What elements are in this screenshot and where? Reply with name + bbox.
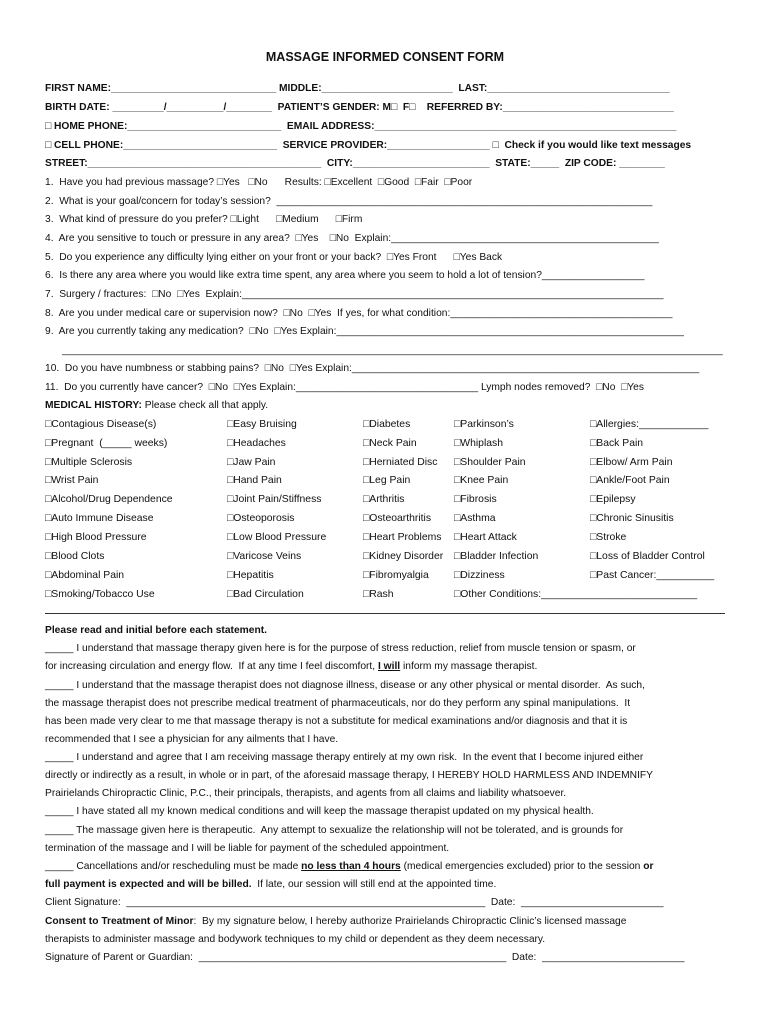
question-1[interactable]: 1. Have you had previous massage? □Yes □No Results: □Excellent □Good □Fair □Poor [45, 177, 473, 188]
condition-checkbox[interactable]: □Arthritis [363, 494, 405, 505]
condition-checkbox[interactable]: □Fibromyalgia [363, 570, 429, 581]
condition-checkbox[interactable]: □Heart Attack [454, 532, 517, 543]
consent-statement-2[interactable]: _____ I understand that the massage therapist does not diagnose illness, disease or any other physical or mental disorder. As such, [45, 680, 645, 691]
condition-checkbox[interactable]: □Parkinson’s [454, 419, 514, 430]
condition-checkbox[interactable]: □Abdominal Pain [45, 570, 125, 581]
condition-checkbox[interactable]: □Auto Immune Disease [45, 513, 154, 524]
condition-checkbox[interactable]: □Fibrosis [454, 494, 497, 505]
condition-checkbox[interactable]: □Epilepsy [590, 494, 636, 505]
condition-checkbox[interactable]: □High Blood Pressure [45, 532, 147, 543]
condition-checkbox[interactable]: □Bad Circulation [227, 589, 304, 600]
condition-checkbox[interactable]: □Kidney Disorder [363, 551, 444, 562]
condition-checkbox[interactable]: □Herniated Disc [363, 457, 438, 468]
consent-text: _____ Cancellations and/or rescheduling must be made [45, 861, 302, 872]
section-divider [45, 613, 725, 614]
medical-history-instruction: Please check all that apply. [141, 400, 269, 411]
condition-checkbox[interactable]: □Other Conditions:___________________________ [454, 589, 698, 600]
question-8[interactable]: 8. Are you under medical care or supervision now? □No □Yes If yes, for what condition:_______________________________________ [45, 308, 673, 319]
emphasis-text: full payment is expected and will be billed. [45, 879, 252, 890]
consent-statement-2-cont: the massage therapist does not prescribe medical treatment of pharmaceuticals, nor do they perform any spinal manipulations. It [45, 698, 631, 709]
condition-checkbox[interactable]: □Rash [363, 589, 394, 600]
condition-checkbox[interactable]: □Multiple Sclerosis [45, 457, 133, 468]
minor-consent-heading: Consent to Treatment of Minor [45, 916, 194, 927]
question-2[interactable]: 2. What is your goal/concern for today’s session? __________________________________________________________________ [45, 196, 653, 207]
condition-checkbox[interactable]: □Joint Pain/Stiffness [227, 494, 322, 505]
consent-statement-5-cont: termination of the massage and I will be liable for payment of the scheduled appointment. [45, 843, 450, 854]
condition-checkbox[interactable]: □Blood Clots [45, 551, 105, 562]
consent-statement-3-cont: directly or indirectly as a result, in whole or in part, of the aforesaid massage therapy, I HEREBY HOLD HARMLESS AND INDEMNIFY [45, 770, 654, 781]
minor-consent-text: : By my signature below, I hereby authorize Prairielands Chiropractic Clinic’s licensed massage [193, 916, 627, 927]
consent-statement-3-cont: Prairielands Chiropractic Clinic, P.C., their principals, therapists, and agents from all claims and liability whatsoever. [45, 788, 567, 799]
condition-checkbox[interactable]: □Headaches [227, 438, 286, 449]
consent-statement-5[interactable]: _____ The massage given here is therapeutic. Any attempt to sexualize the relationship will not be tolerated, and is grounds for [45, 825, 624, 836]
condition-checkbox[interactable]: □Allergies:____________ [590, 419, 709, 430]
consent-statement-4[interactable]: _____ I have stated all my known medical conditions and will keep the massage therapist updated on my physical health. [45, 806, 594, 817]
question-3[interactable]: 3. What kind of pressure do you prefer? □Light □Medium □Firm [45, 214, 363, 225]
consent-statement-3[interactable]: _____ I understand and agree that I am receiving massage therapy entirely at my own risk. In the event that I become injured either [45, 752, 644, 763]
condition-checkbox[interactable]: □Chronic Sinusitis [590, 513, 674, 524]
condition-checkbox[interactable]: □Jaw Pain [227, 457, 276, 468]
condition-checkbox[interactable]: □Neck Pain [363, 438, 417, 449]
consent-statement-1-cont [45, 661, 725, 673]
condition-checkbox[interactable]: □Shoulder Pain [454, 457, 526, 468]
condition-checkbox[interactable]: □Hepatitis [227, 570, 274, 581]
condition-checkbox[interactable]: □Heart Problems [363, 532, 442, 543]
emphasis-text: or [643, 861, 654, 872]
condition-checkbox[interactable]: □Pregnant (_____ weeks) [45, 438, 168, 449]
birthdate-gender-line[interactable]: BIRTH DATE: _________/__________/________ PATIENT’S GENDER: M□ F□ REFERRED BY:______________________________ [45, 102, 674, 113]
consent-text: for increasing circulation and energy flow. If at any time I feel discomfort, [45, 661, 378, 672]
condition-checkbox[interactable]: □Low Blood Pressure [227, 532, 327, 543]
medical-history-heading: MEDICAL HISTORY: [45, 400, 142, 411]
condition-checkbox[interactable]: □Stroke [590, 532, 627, 543]
question-9[interactable]: 9. Are you currently taking any medication? □No □Yes Explain:_____________________________________________________________ [45, 326, 684, 337]
condition-checkbox[interactable]: □Hand Pain [227, 475, 282, 486]
condition-checkbox[interactable]: □Loss of Bladder Control [590, 551, 705, 562]
condition-checkbox[interactable]: □Knee Pain [454, 475, 509, 486]
consent-statement-2-cont: recommended that I see a physician for any ailments that I have. [45, 734, 339, 745]
condition-checkbox[interactable]: □Asthma [454, 513, 496, 524]
condition-checkbox[interactable]: □Contagious Disease(s) [45, 419, 157, 430]
condition-checkbox[interactable]: □Leg Pain [363, 475, 411, 486]
question-4[interactable]: 4. Are you sensitive to touch or pressure in any area? □Yes □No Explain:_______________________________________________ [45, 233, 659, 244]
question-5[interactable]: 5. Do you experience any difficulty lying either on your front or your back? □Yes Front □Yes Back [45, 252, 503, 263]
condition-checkbox[interactable]: □Wrist Pain [45, 475, 99, 486]
condition-checkbox[interactable]: □Past Cancer:__________ [590, 570, 715, 581]
condition-checkbox[interactable]: □Whiplash [454, 438, 504, 449]
condition-checkbox[interactable]: □Easy Bruising [227, 419, 297, 430]
question-10[interactable]: 10. Do you have numbness or stabbing pains? □No □Yes Explain:_____________________________________________________________ [45, 363, 700, 374]
consent-text: If late, our session will still end at the appointed time. [251, 879, 497, 890]
name-fields-line[interactable]: FIRST NAME:_____________________________ MIDDLE:_______________________ LAST:________________________________ [45, 83, 670, 94]
condition-checkbox[interactable]: □Alcohol/Drug Dependence [45, 494, 173, 505]
consent-statement-2-cont: has been made very clear to me that massage therapy is not a substitute for medical examinations and/or diagnosis and that it is [45, 716, 628, 727]
consent-text: (medical emergencies excluded) prior to the session [400, 861, 644, 872]
consent-text: inform my massage therapist. [400, 661, 538, 672]
condition-checkbox[interactable]: □Smoking/Tobacco Use [45, 589, 155, 600]
consent-statement-1[interactable]: _____ I understand that massage therapy given here is for the purpose of stress reduction, relief from muscle tension or spasm, or [45, 643, 636, 654]
guardian-signature-line[interactable]: Signature of Parent or Guardian: ______________________________________________________ Date: _________________________ [45, 952, 685, 963]
condition-checkbox[interactable]: □Bladder Infection [454, 551, 539, 562]
cell-phone-provider-line[interactable]: □ CELL PHONE:___________________________ SERVICE PROVIDER:__________________ □ Check if you would like text messages [45, 140, 692, 151]
emphasis-text: I will [377, 661, 401, 672]
medical-history-header [45, 400, 725, 412]
condition-checkbox[interactable]: □Ankle/Foot Pain [590, 475, 670, 486]
question-11[interactable]: 11. Do you currently have cancer? □No □Yes Explain:________________________________ Lymph nodes removed? □No □Yes [45, 382, 644, 393]
condition-checkbox[interactable]: □Varicose Veins [227, 551, 302, 562]
condition-checkbox[interactable]: □Dizziness [454, 570, 505, 581]
consent-statement-6[interactable] [45, 861, 725, 873]
condition-checkbox[interactable]: □Diabetes [363, 419, 411, 430]
minor-consent-text-cont: therapists to administer massage and bodywork techniques to my child or dependent as they deem necessary. [45, 934, 546, 945]
client-signature-line[interactable]: Client Signature: _______________________________________________________________ Date: _________________________ [45, 897, 664, 908]
condition-checkbox[interactable]: □Elbow/ Arm Pain [590, 457, 673, 468]
emphasis-text: no less than 4 hours [301, 861, 401, 872]
home-phone-email-line[interactable]: □ HOME PHONE:___________________________ EMAIL ADDRESS:_____________________________________________________ [45, 121, 677, 132]
minor-consent-line [45, 916, 725, 928]
condition-checkbox[interactable]: □Osteoarthritis [363, 513, 432, 524]
condition-checkbox[interactable]: □Back Pain [590, 438, 644, 449]
consent-statement-6-cont [45, 879, 725, 891]
question-7[interactable]: 7. Surgery / fractures: □No □Yes Explain:__________________________________________________________________________ [45, 289, 664, 300]
page-title: MASSAGE INFORMED CONSENT FORM [265, 50, 505, 64]
address-line[interactable]: STREET:_________________________________________ CITY:________________________ STATE:_____ ZIP CODE: ________ [45, 158, 665, 169]
question-6[interactable]: 6. Is there any area where you would like extra time spent, any area where you seem to hold a lot of tension?__________________ [45, 270, 645, 281]
question-9-continuation[interactable]: ____________________________________________________________________________________________________________________ [45, 345, 723, 356]
consent-heading: Please read and initial before each statement. [45, 625, 267, 636]
condition-checkbox[interactable]: □Osteoporosis [227, 513, 295, 524]
